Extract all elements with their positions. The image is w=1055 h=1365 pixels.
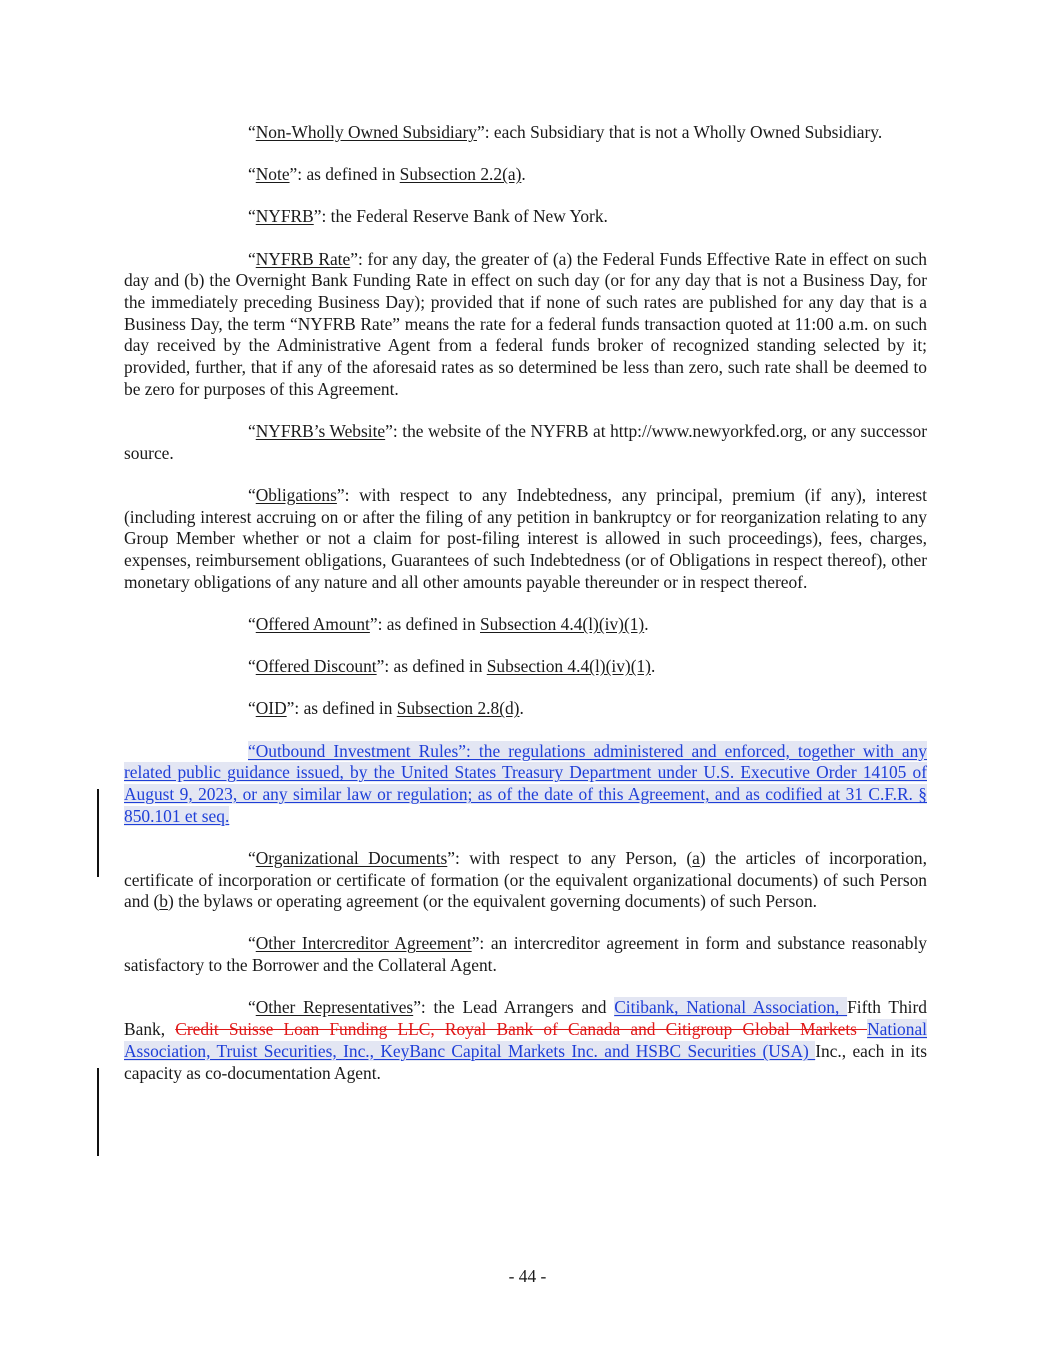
page-number: - 44 - xyxy=(508,1266,547,1286)
defined-term: Non-Wholly Owned Subsidiary xyxy=(255,122,477,142)
definition-note: “Note”: as defined in Subsection 2.2(a). xyxy=(248,164,526,185)
tracked-insertion: Citibank, National Association, xyxy=(614,997,848,1018)
definition-nyfrb: “NYFRB”: the Federal Reserve Bank of New York. xyxy=(248,206,608,227)
defined-term: NYFRB’s Website xyxy=(255,421,386,442)
cross-reference: Subsection 4.4(l)(iv)(1) xyxy=(486,656,651,677)
cross-reference: Subsection 2.2(a) xyxy=(399,164,522,185)
document-page xyxy=(124,122,927,1105)
definition-other-intercreditor-agreement: “Other Intercreditor Agreement”: an intercreditor agreement in form and substance reasonably satisfactory to the Borrower and the Collateral Agent. xyxy=(124,933,927,976)
defined-term: NYFRB xyxy=(255,206,314,227)
defined-term: Offered Amount xyxy=(255,613,370,634)
definition-oid: “OID”: as defined in Subsection 2.8(d). xyxy=(248,698,524,719)
change-bar xyxy=(97,1068,99,1156)
cross-reference: Subsection 2.8(d) xyxy=(396,698,520,719)
tracked-insertion: “Outbound Investment Rules”: the regulations administered and enforced, together with any related public guidance issued, by the United States Treasury Department under U.S. Executive Order 14105 of August 9, 2023, or any similar law or regulation; as of the date of this Agreement, and as codified at 31 C.F.R. § 850.101 et seq. xyxy=(124,740,927,826)
definition-nyfrb-rate: “NYFRB Rate”: for any day, the greater of (a) the Federal Funds Effective Rate in effect on such day and (b) the Overnight Bank Funding Rate in effect on such day (or for any day that is not a Business Day, for the immediately preceding Business Day); provided that if none of such rates are published for any day that is a Business Day, the term “NYFRB Rate” means the rate for a federal funds transaction quoted at 11:00 a.m. on such day received by the Administrative Agent from a federal funds broker of recognized standing selected by it; provided, further, that if any of the aforesaid rates as so determined be less than zero, such rate shall be deemed to be zero for purposes of this Agreement. xyxy=(124,248,927,399)
tracked-deletion: Credit Suisse Loan Funding LLC, Royal Bank of Canada and Citigroup Global Markets xyxy=(175,1019,868,1040)
definition-organizational-documents: “Organizational Documents”: with respect to any Person, (a) the articles of incorporation, certificate of incorporation or certificate of formation (or the equivalent organizational documents) of such Person and (b) the bylaws or operating agreement (or the equivalent governing documents) of such Person. xyxy=(124,847,927,912)
defined-term: NYFRB Rate xyxy=(255,248,351,269)
defined-term: Obligations xyxy=(255,484,337,505)
defined-term: Offered Discount xyxy=(255,656,377,677)
definition-offered-amount: “Offered Amount”: as defined in Subsection 4.4(l)(iv)(1). xyxy=(248,613,649,634)
definition-offered-discount: “Offered Discount”: as defined in Subsection 4.4(l)(iv)(1). xyxy=(248,656,656,677)
definition-nyfrb-website: “NYFRB’s Website”: the website of the NYFRB at http://www.newyorkfed.org, or any successor source. xyxy=(124,421,927,463)
defined-term: Organizational Documents xyxy=(255,847,448,868)
tracked-insertion: National Association, Truist Securities, Inc., KeyBanc Capital Markets Inc. and HSBC Securities (USA) xyxy=(124,1019,927,1061)
change-bar xyxy=(97,789,99,877)
definition-non-wholly-owned-subsidiary: “Non-Wholly Owned Subsidiary”: each Subsidiary that is not a Wholly Owned Subsidiary. xyxy=(248,122,883,142)
definition-outbound-investment-rules xyxy=(124,741,927,828)
definition-obligations: “Obligations”: with respect to any Indebtedness, any principal, premium (if any), interest (including interest accruing on or after the filing of any petition in bankruptcy or for reorganization relating to any Group Member whether or not a claim for post-filing interest is allowed in such proceedings), fees, charges, expenses, reimbursement obligations, Guarantees of such Indebtedness (or of Obligations in respect thereof), other monetary obligations of any nature and all other amounts payable thereunder or in respect thereof. xyxy=(124,484,927,592)
defined-term: Other Representatives xyxy=(255,997,414,1018)
definition-other-representatives: “Other Representatives”: the Lead Arrangers and Citibank, National Association, Fifth Third Bank, Credit Suisse Loan Funding LLC, Royal Bank of Canada and Citigroup Global Markets National Association, Truist Securities, Inc., KeyBanc Capital Markets Inc. and HSBC Securities (USA) Inc., each in its capacity as co-documentation Agent. xyxy=(124,997,927,1083)
defined-term: Other Intercreditor Agreement xyxy=(255,933,472,954)
defined-term: Note xyxy=(255,164,290,185)
defined-term: OID xyxy=(255,698,287,719)
cross-reference: Subsection 4.4(l)(iv)(1) xyxy=(480,613,645,634)
